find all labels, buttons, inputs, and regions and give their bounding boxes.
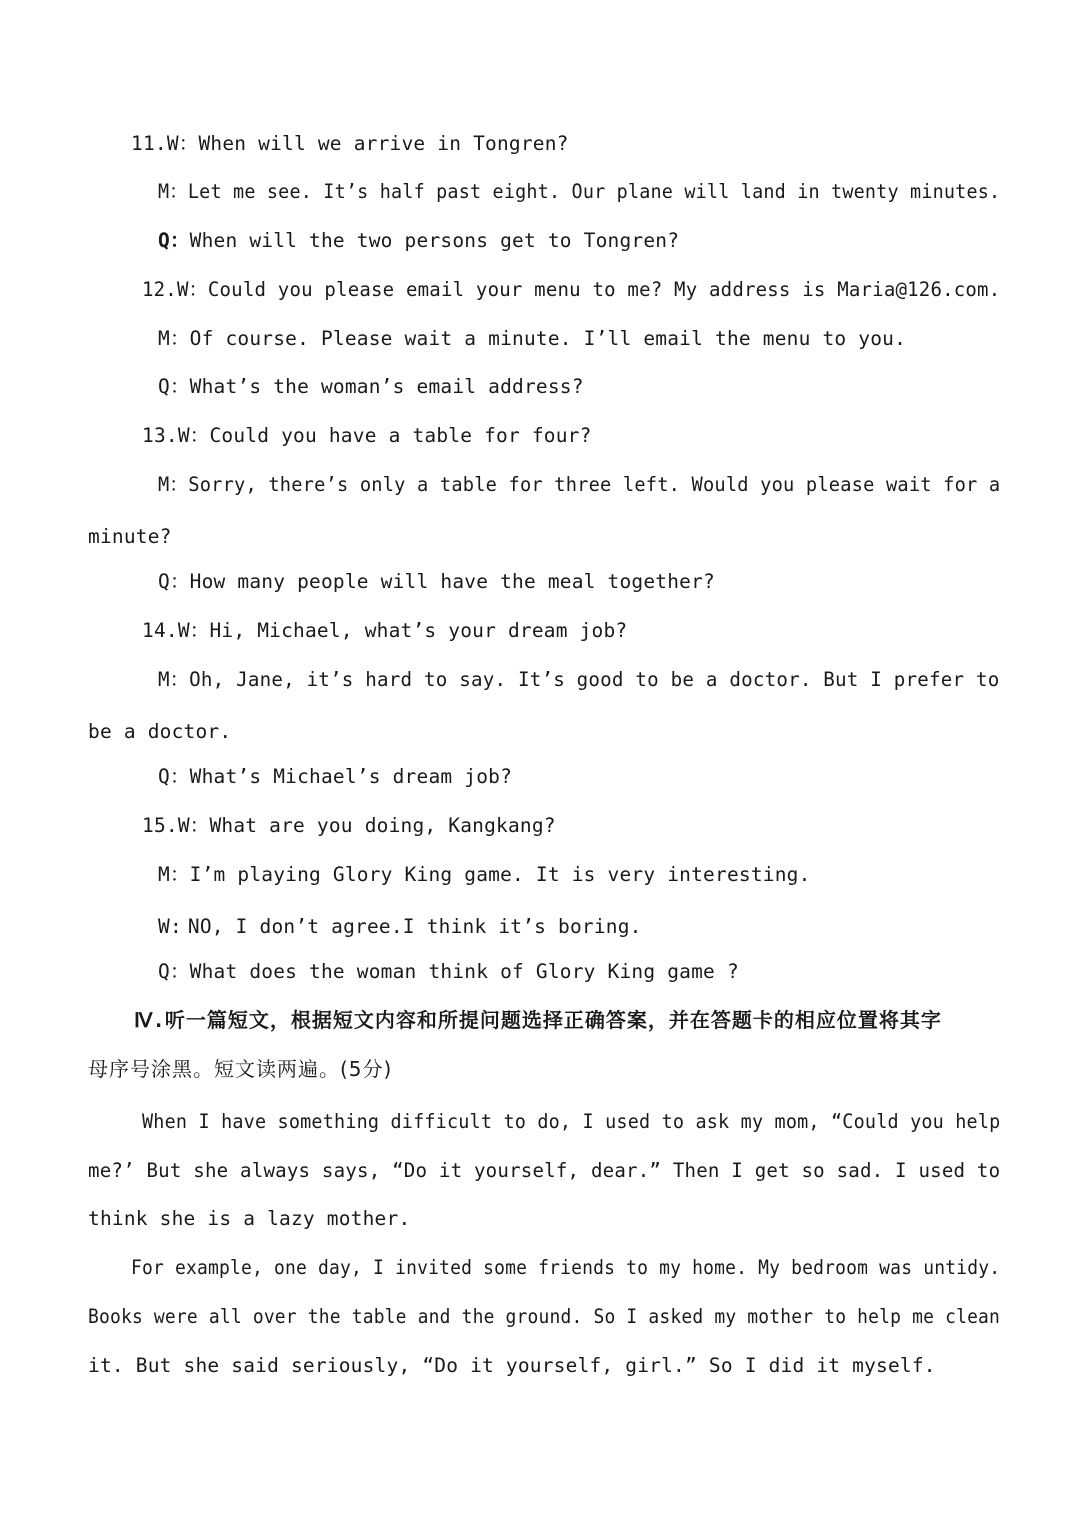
dialogue-text: What are you doing, Kangkang? — [209, 814, 556, 837]
dialogue-text: Could you please email your menu to me? My address is Maria@126.com. — [207, 278, 1001, 301]
speaker-label: W： — [177, 619, 210, 642]
passage-p1-line1: When I have something difficult to do, I used to ask my mom, “Could you help — [142, 1110, 1001, 1133]
dialogue-text: When will the two persons get to Tongren? — [189, 229, 680, 252]
dialogue-14-line-m-wrap: be a doctor. — [88, 720, 232, 743]
question-number: 15. — [142, 814, 178, 837]
dialogue-11-line-w — [131, 130, 569, 158]
question-number: 13. — [142, 424, 178, 447]
section-instruction-line2: 母序号涂黑。短文读两遍。(5分) — [88, 1057, 393, 1081]
dialogue-text: Could you have a table for four? — [209, 424, 592, 447]
speaker-label: M： — [158, 180, 188, 203]
dialogue-text: What does the woman think of Glory King game ? — [189, 960, 739, 983]
dialogue-13-line-m — [158, 471, 1000, 499]
speaker-label: W： — [166, 132, 199, 155]
speaker-label: Q： — [158, 570, 190, 593]
dialogue-text: When will we arrive in Tongren? — [198, 132, 569, 155]
dialogue-15-line-w2 — [158, 913, 642, 941]
section-iv-heading — [134, 1006, 942, 1034]
dialogue-text: Oh, Jane, it’s hard to say. It’s good to be a doctor. But I prefer to — [189, 668, 1000, 691]
dialogue-text: Sorry, there’s only a table for three left. Would you please wait for a — [188, 473, 1001, 496]
speaker-label: Q： — [158, 765, 190, 788]
question-number: 14. — [142, 619, 178, 642]
speaker-label: M： — [158, 863, 190, 886]
dialogue-13-line-q — [158, 568, 715, 596]
dialogue-11-line-m — [158, 178, 1000, 206]
dialogue-text: How many people will have the meal together? — [189, 570, 716, 593]
speaker-label: W： — [176, 278, 208, 301]
dialogue-text: I’m playing Glory King game. It is very interesting. — [189, 863, 811, 886]
dialogue-text: Let me see. It’s half past eight. Our plane will land in twenty minutes. — [187, 180, 1001, 203]
speaker-label: Q： — [158, 960, 190, 983]
dialogue-12-line-m — [158, 325, 906, 353]
dialogue-15-line-q — [158, 958, 739, 986]
dialogue-text: Hi, Michael, what’s your dream job? — [209, 619, 628, 642]
speaker-label: M： — [158, 327, 190, 350]
dialogue-14-line-w — [142, 617, 627, 645]
speaker-label: W： — [177, 424, 210, 447]
speaker-label: W: — [158, 915, 182, 938]
dialogue-text: What’s the woman’s email address? — [189, 375, 584, 398]
dialogue-text: Of course. Please wait a minute. I’ll email the menu to you. — [189, 327, 907, 350]
passage-p1-line3: think she is a lazy mother. — [88, 1207, 411, 1230]
speaker-label: Q： — [158, 375, 190, 398]
speaker-label: Q： — [158, 229, 190, 252]
dialogue-15-line-w — [142, 812, 556, 840]
passage-p2-line1: For example, one day, I invited some friends to my home. My bedroom was untidy. — [131, 1256, 1001, 1279]
dialogue-14-line-m — [158, 666, 999, 694]
question-number: 11. — [131, 132, 167, 155]
dialogue-13-line-w — [142, 422, 592, 450]
dialogue-12-line-q — [158, 373, 584, 401]
speaker-label: M： — [158, 473, 189, 496]
dialogue-text: What’s Michael’s dream job? — [189, 765, 513, 788]
dialogue-11-line-q — [158, 227, 679, 255]
section-numeral: Ⅳ. — [134, 1008, 165, 1032]
question-number: 12. — [142, 278, 177, 301]
section-instruction-line1: 听一篇短文，根据短文内容和所提问题选择正确答案，并在答题卡的相应位置将其字 — [164, 1008, 942, 1032]
speaker-label: M： — [158, 668, 190, 691]
dialogue-12-line-w — [142, 276, 1000, 304]
passage-p1-line2: me?’ But she always says, “Do it yourself, dear.” Then I get so sad. I used to — [88, 1159, 1001, 1182]
passage-p2-line2: Books were all over the table and the ground. So I asked my mother to help me clean — [88, 1305, 1001, 1328]
dialogue-14-line-q — [158, 763, 512, 791]
dialogue-text: NO, I don’t agree.I think it’s boring. — [187, 915, 642, 938]
passage-p2-line3: it. But she said seriously, “Do it yourself, girl.” So I did it myself. — [88, 1354, 936, 1377]
dialogue-15-line-m — [158, 861, 811, 889]
speaker-label: W： — [177, 814, 210, 837]
dialogue-13-line-m-wrap: minute? — [88, 525, 172, 548]
